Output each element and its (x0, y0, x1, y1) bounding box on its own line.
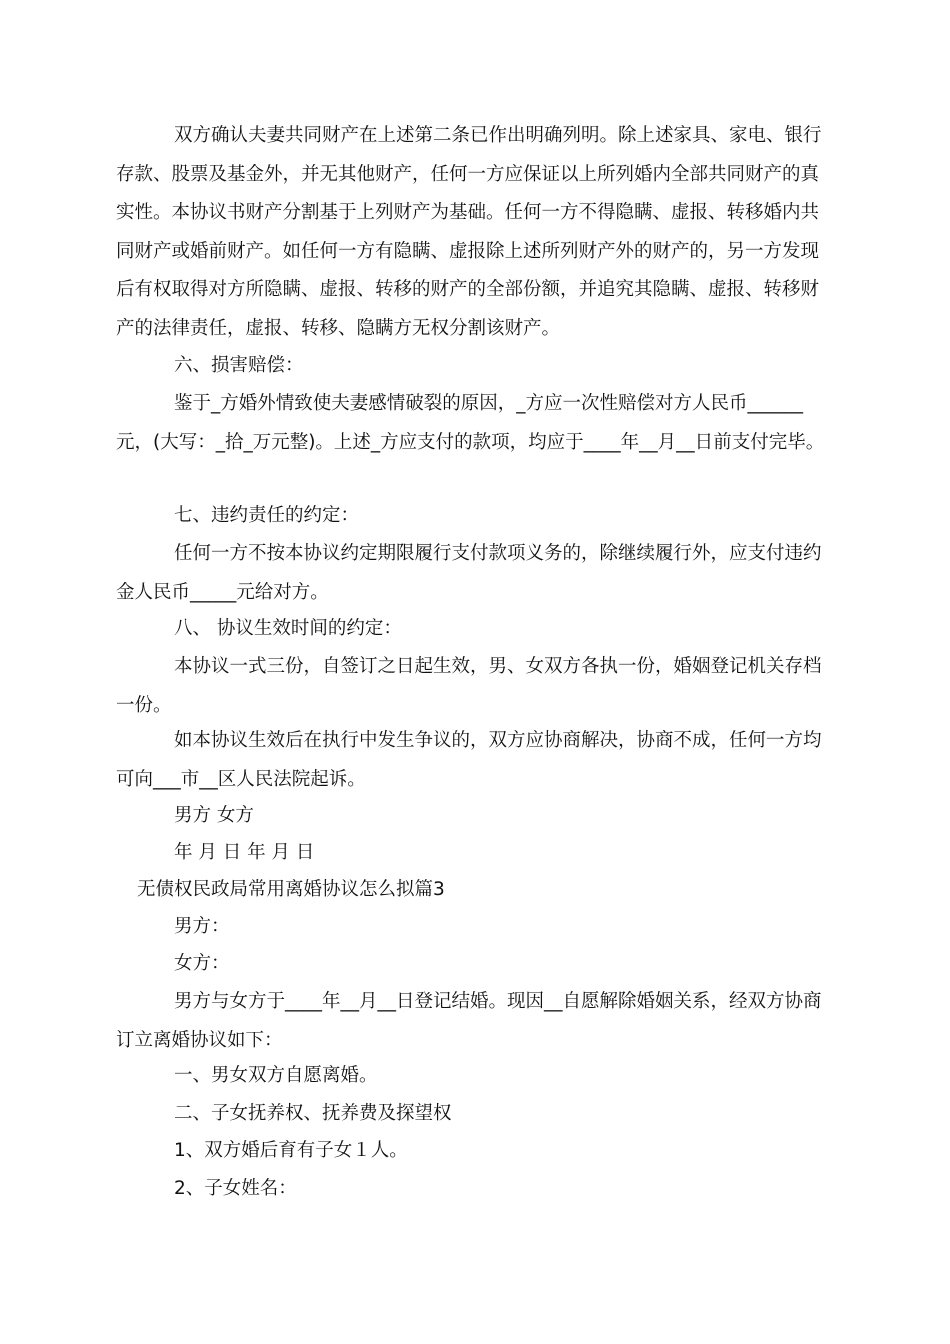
heading-breach: 七、违约责任的约定： (174, 505, 360, 526)
clause-voluntary-divorce: 一、男女双方自愿离婚。 (174, 1065, 378, 1086)
section-title: 无债权民政局常用离婚协议怎么拟篇3 (137, 879, 445, 900)
heading-damages: 六、损害赔偿： (174, 355, 304, 376)
clause-child-name: 2、子女姓名： (174, 1178, 297, 1199)
clause-custody-heading: 二、子女抚养权、抚养费及探望权 (174, 1103, 452, 1124)
male-party-label: 男方： (174, 916, 230, 937)
paragraph-marriage-registration: 男方与女方于____年__月__日登记结婚。现因__自愿解除婚姻关系，经双方协商订立离婚协议如下： (116, 991, 822, 1051)
signature-parties: 男方 女方 (174, 805, 254, 826)
signature-dates: 年 月 日 年 月 日 (174, 842, 315, 863)
paragraph-breach: 任何一方不按本协议约定期限履行支付款项义务的，除继续履行外，应支付违约金人民币_____元给对方。 (116, 543, 822, 603)
clause-children-count: 1、双方婚后育有子女１人。 (174, 1140, 408, 1161)
heading-effective-time: 八、 协议生效时间的约定： (174, 618, 402, 639)
female-party-label: 女方： (174, 953, 230, 974)
paragraph-property-confirmation: 双方确认夫妻共同财产在上述第二条已作出明确列明。除上述家具、家电、银行存款、股票及基金外，并无其他财产，任何一方应保证以上所列婚内全部共同财产的真实性。本协议书财产分割基于上列财产为基础。任何一方不得隐瞒、虚报、转移婚内共同财产或婚前财产。如任何一方有隐瞒、虚报除上述所列财产外的财产的，另一方发现后有权取得对方所隐瞒、虚报、转移的财产的全部份额，并追究其隐瞒、虚报、转移财产的法律责任，虚报、转移、隐瞒方无权分割该财产。 (116, 125, 822, 339)
paragraph-damages: 鉴于_方婚外情致使夫妻感情破裂的原因，_方应一次性赔偿对方人民币______元，(大写：_拾_万元整)。上述_方应支付的款项，均应于____年__月__日前支付完毕。 (116, 393, 825, 453)
paragraph-dispute: 如本协议生效后在执行中发生争议的，双方应协商解决，协商不成，任何一方均可向___市__区人民法院起诉。 (116, 730, 822, 790)
paragraph-copies: 本协议一式三份，自签订之日起生效，男、女双方各执一份，婚姻登记机关存档一份。 (116, 656, 822, 716)
